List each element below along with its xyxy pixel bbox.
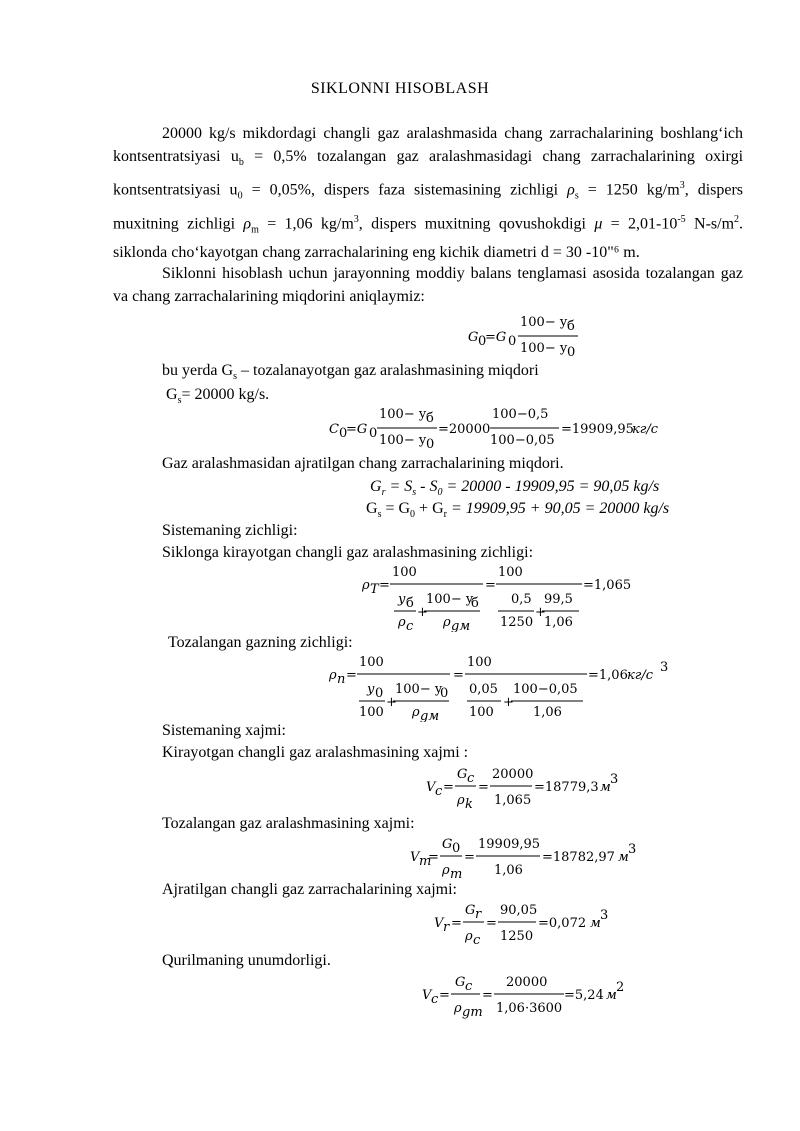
svg-text:1,06·3600: 1,06·3600 xyxy=(496,1001,563,1016)
heading-system-volume: Sistemaning xajmi: xyxy=(162,722,286,739)
text-clean-gas-density: Tozalangan gazning zichligi: xyxy=(168,634,353,651)
svg-text:м: м xyxy=(618,850,629,865)
svg-text:c: c xyxy=(473,933,481,948)
svg-text:c: c xyxy=(406,619,414,632)
svg-text:0: 0 xyxy=(452,841,461,856)
svg-text:+: + xyxy=(503,695,514,710)
svg-text:100: 100 xyxy=(359,705,384,720)
svg-text:100− y: 100− y xyxy=(426,592,474,607)
svg-text:б: б xyxy=(567,319,575,334)
svg-text:=: = xyxy=(464,850,475,865)
svg-text:ρ: ρ xyxy=(457,793,465,808)
svg-text:100− y: 100− y xyxy=(395,682,443,697)
svg-text:c: c xyxy=(431,992,439,1007)
svg-text:+: + xyxy=(535,605,546,620)
svg-text:ρ: ρ xyxy=(412,705,420,720)
svg-text:C: C xyxy=(329,422,339,437)
svg-text:19909,95: 19909,95 xyxy=(478,837,541,852)
svg-text:=: = xyxy=(443,780,454,795)
svg-text:=: = xyxy=(482,988,493,1003)
svg-text:20000: 20000 xyxy=(506,975,548,990)
svg-text:100− y: 100− y xyxy=(520,315,568,330)
svg-text:=: = xyxy=(379,578,390,593)
svg-text:100: 100 xyxy=(359,655,384,670)
svg-text:100: 100 xyxy=(469,705,494,720)
svg-text:r: r xyxy=(443,920,450,935)
formula-c0-calc xyxy=(325,404,675,452)
svg-text:3: 3 xyxy=(600,908,609,923)
svg-text:gм: gм xyxy=(420,709,440,722)
svg-text:ρ: ρ xyxy=(398,615,406,630)
svg-text:=G: =G xyxy=(485,330,507,345)
equation-gr: $G_r = S_s - S_0 = 20000 - 19909,95 = 90,05$ kg/s xyxy=(370,478,660,499)
svg-text:=: = xyxy=(478,780,489,795)
svg-text:3: 3 xyxy=(610,772,619,787)
svg-text:0: 0 xyxy=(567,345,576,358)
svg-text:100−0,5: 100−0,5 xyxy=(492,407,549,422)
formula-balance-g0 xyxy=(460,312,590,358)
svg-text:кг/c: кг/c xyxy=(627,668,653,683)
text-inlet-volume: Kirayotgan changli gaz aralashmasining xajmi : xyxy=(162,744,469,761)
svg-text:б: б xyxy=(426,411,434,426)
text-where-gs: bu yerda $G_s$ – tozalanayotgan gaz aralashmasining miqdori xyxy=(162,362,539,383)
svg-text:=G: =G xyxy=(346,422,368,437)
svg-text:=1,065: =1,065 xyxy=(583,578,632,593)
svg-text:=5,24: =5,24 xyxy=(564,988,604,1003)
svg-text:0: 0 xyxy=(426,437,435,452)
equation-gs-check: $G_s = G_0 + G_r = 19909,95 + 90,05 = 20000$ kg/s xyxy=(366,500,670,521)
text-inlet-density: Siklonga kirayotgan changli gaz aralashmasining zichligi: xyxy=(162,544,534,561)
svg-text:G: G xyxy=(465,903,476,918)
svg-text:=1,06: =1,06 xyxy=(588,668,628,683)
svg-text:100−0,05: 100−0,05 xyxy=(490,433,555,448)
svg-text:k: k xyxy=(465,797,473,812)
heading-system-density: Sistemaning zichligi: xyxy=(162,522,298,539)
svg-text:1,065: 1,065 xyxy=(494,793,532,808)
svg-text:+: + xyxy=(417,605,428,620)
formula-vm xyxy=(406,834,646,882)
svg-text:б: б xyxy=(406,596,414,611)
svg-text:ρ: ρ xyxy=(465,929,473,944)
svg-text:V: V xyxy=(434,916,444,931)
svg-text:99,5: 99,5 xyxy=(544,592,573,607)
svg-text:=18782,97: =18782,97 xyxy=(542,850,615,865)
svg-text:0: 0 xyxy=(375,686,384,701)
svg-text:0,5: 0,5 xyxy=(511,592,532,607)
formula-rho-t xyxy=(358,562,648,632)
svg-text:ρ: ρ xyxy=(329,668,337,683)
svg-text:G: G xyxy=(457,767,468,782)
svg-text:100: 100 xyxy=(467,655,492,670)
svg-text:0: 0 xyxy=(508,334,517,349)
svg-text:y: y xyxy=(398,592,406,607)
svg-text:n: n xyxy=(337,672,346,687)
paragraph-balance-intro: Siklonni hisoblash uchun jarayonning moddiy balans tenglamasi asosida tozalangan gaz va chang zarrachalarining miqdorini aniqlaymiz: xyxy=(113,265,744,305)
svg-text:gm: gm xyxy=(462,1005,483,1020)
svg-text:r: r xyxy=(475,907,482,922)
formula-vc-productivity xyxy=(418,972,638,1022)
svg-text:100− y: 100− y xyxy=(379,407,427,422)
svg-text:м: м xyxy=(590,916,601,931)
svg-text:gм: gм xyxy=(451,619,471,632)
svg-text:м: м xyxy=(600,780,611,795)
svg-text:=20000: =20000 xyxy=(438,422,491,437)
svg-text:ρ: ρ xyxy=(442,863,450,878)
svg-text:m: m xyxy=(450,867,463,882)
svg-text:=: = xyxy=(485,578,496,593)
svg-text:c: c xyxy=(465,979,473,994)
svg-text:ρ: ρ xyxy=(443,615,451,630)
svg-text:3: 3 xyxy=(628,842,637,857)
svg-text:m: m xyxy=(419,854,432,869)
formula-rho-n xyxy=(325,652,675,722)
svg-text:G: G xyxy=(442,837,453,852)
svg-text:1250: 1250 xyxy=(500,615,534,630)
svg-text:100: 100 xyxy=(498,565,523,580)
formula-vr xyxy=(430,900,630,948)
svg-text:1,06: 1,06 xyxy=(544,615,573,630)
svg-text:c: c xyxy=(467,771,475,786)
svg-text:б: б xyxy=(471,596,479,611)
text-unit-productivity: Qurilmaning unumdorligi. xyxy=(162,952,331,969)
svg-text:20000: 20000 xyxy=(492,767,534,782)
formula-lhs: G xyxy=(468,330,479,345)
svg-text:=: = xyxy=(439,988,450,1003)
svg-text:=: = xyxy=(453,668,464,683)
svg-text:=: = xyxy=(451,916,462,931)
svg-text:V: V xyxy=(410,850,420,865)
text-separated-dust-amount: Gaz aralashmasidan ajratilgan chang zarrachalarining miqdori. xyxy=(162,455,564,472)
svg-text:T: T xyxy=(370,582,379,597)
svg-text:=19909,95: =19909,95 xyxy=(561,422,634,437)
svg-text:м: м xyxy=(606,988,617,1003)
text-separated-dust-volume: Ajratilgan changli gaz zarrachalarining xajmi: xyxy=(162,881,457,898)
svg-text:ρ: ρ xyxy=(454,1001,462,1016)
svg-text:2: 2 xyxy=(616,980,625,995)
svg-text:3: 3 xyxy=(660,660,669,675)
svg-text:90,05: 90,05 xyxy=(500,903,538,918)
svg-text:1250: 1250 xyxy=(500,929,534,944)
svg-text:100− y: 100− y xyxy=(379,433,427,448)
svg-text:=: = xyxy=(486,916,497,931)
svg-text:c: c xyxy=(435,784,443,799)
svg-text:ρ: ρ xyxy=(362,578,370,593)
formula-vc xyxy=(422,764,622,812)
svg-text:0,05: 0,05 xyxy=(469,682,498,697)
svg-text:100−0,05: 100−0,05 xyxy=(513,682,578,697)
svg-text:=: = xyxy=(346,668,357,683)
text-gs-value: $G_s= 20000$ kg/s. xyxy=(166,386,270,407)
svg-text:y: y xyxy=(367,682,375,697)
svg-text:=18779,3: =18779,3 xyxy=(534,780,599,795)
svg-text:100: 100 xyxy=(392,565,417,580)
svg-text:=0,072: =0,072 xyxy=(538,916,587,931)
svg-text:0: 0 xyxy=(440,686,449,701)
page-title: SIKLONNI HISOBLASH xyxy=(310,80,490,97)
svg-text:+: + xyxy=(386,695,397,710)
svg-text:1,06: 1,06 xyxy=(494,863,523,878)
svg-text:0: 0 xyxy=(339,426,348,441)
paragraph-problem-statement: 20000 kg/s mikdordagi changli gaz aralashmasida chang zarrachalarining boshlang‘ich kontsentratsiyasi $u_b = 0,5\%$ tozalangan gaz aralashmasidagi chang zarrachalarining oxirgi kontsentratsiyasi $u_0 = 0,05\%$, dispers faza sistemasining zichligi $\rho_s = 1250$ $kg/m^3$, dispers muxitning zichligi $\rho_m = 1,06$ $kg/m^3$, dispers muxitning qovushokdigi $\mu = 2,01-10^{-5}$ $N-s/m^2$. siklonda cho‘kayotgan chang zarrachalarining eng kichik diametri d = 30 -10"⁶ m. xyxy=(113,125,744,262)
svg-text:100− y: 100− y xyxy=(520,341,568,356)
svg-text:V: V xyxy=(426,780,436,795)
svg-text:кг/c: кг/c xyxy=(632,422,658,437)
svg-text:0: 0 xyxy=(478,334,487,349)
svg-text:0: 0 xyxy=(369,426,378,441)
text-clean-gas-volume: Tozalangan gaz aralashmasining xajmi: xyxy=(162,815,415,832)
svg-text:G: G xyxy=(455,975,466,990)
svg-text:1,06: 1,06 xyxy=(533,705,562,720)
svg-text:V: V xyxy=(422,988,432,1003)
svg-text:=: = xyxy=(428,850,439,865)
